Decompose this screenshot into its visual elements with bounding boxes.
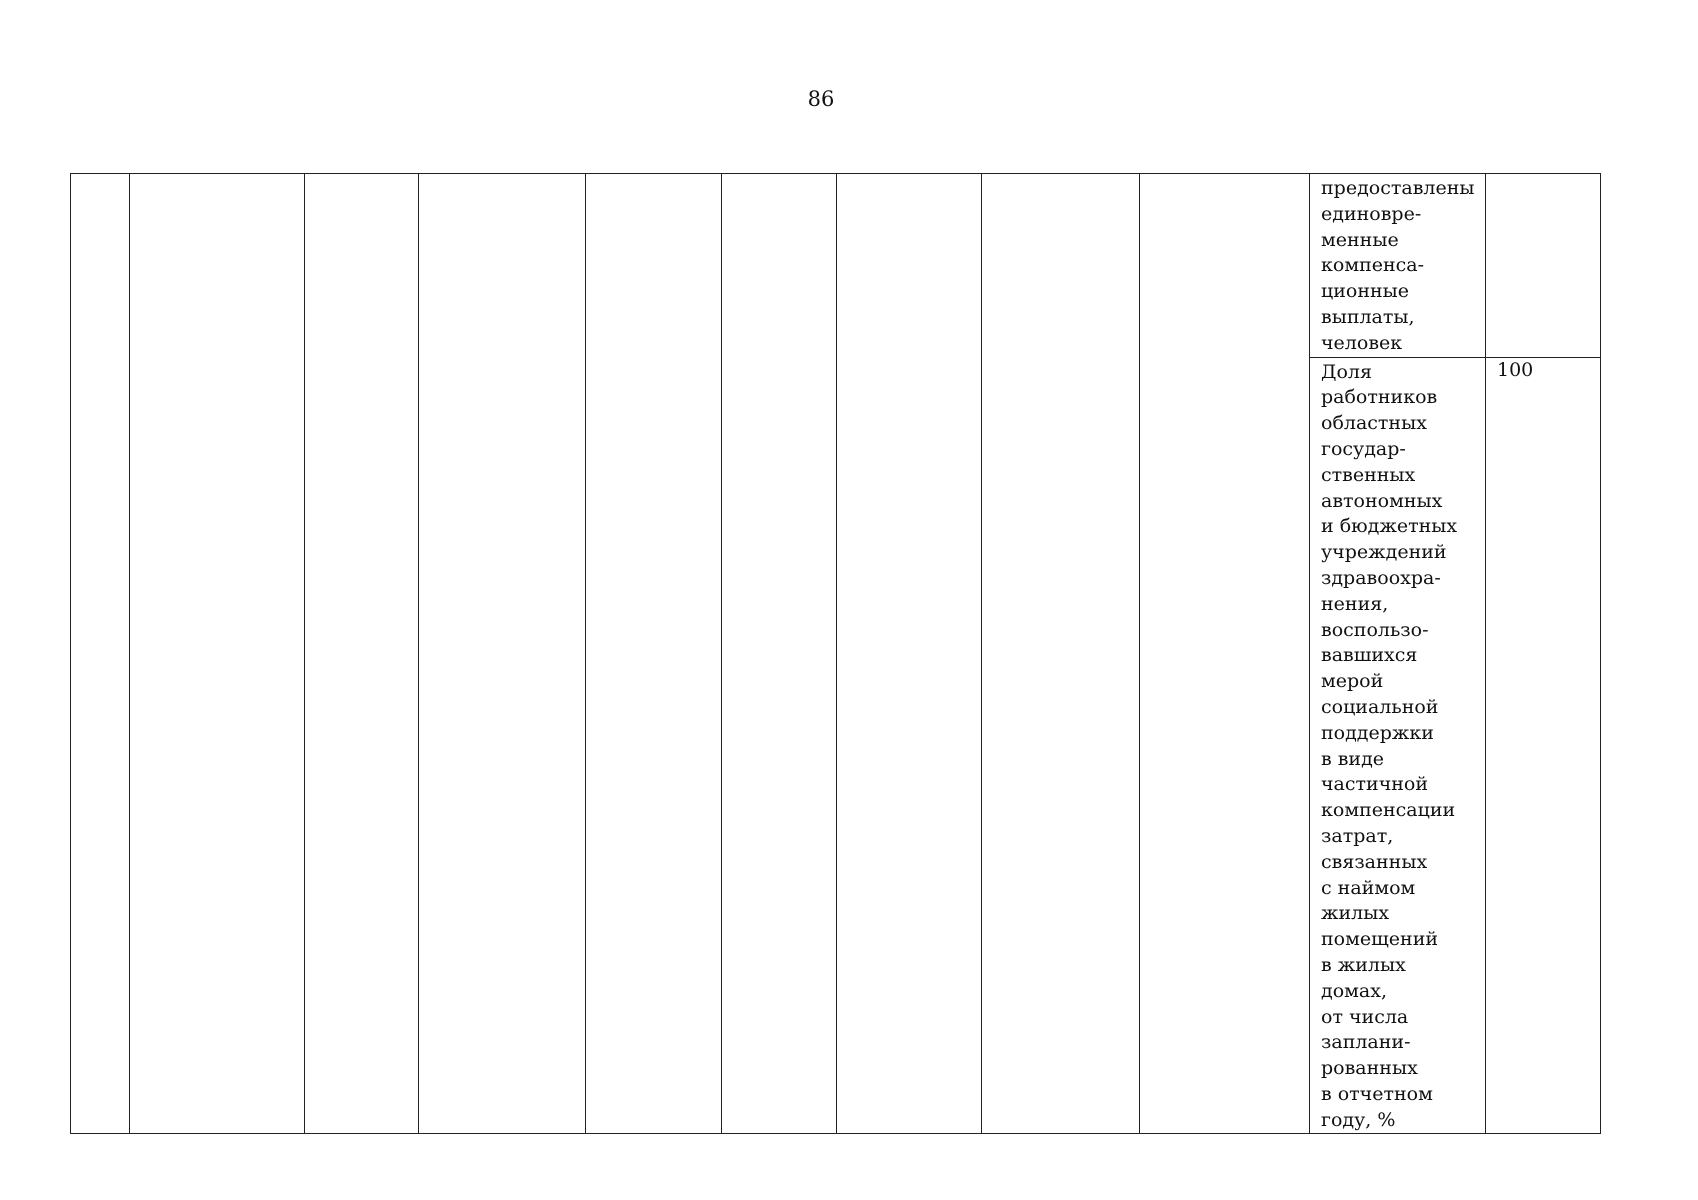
table-cell-empty xyxy=(982,174,1140,1134)
indicator-cell xyxy=(1310,174,1486,358)
indicator-cell xyxy=(1310,357,1486,1134)
table-cell-empty xyxy=(130,174,305,1134)
table-cell-empty xyxy=(1140,174,1310,1134)
data-table xyxy=(70,173,1601,1134)
table-cell-empty xyxy=(419,174,586,1134)
value-cell xyxy=(1486,357,1601,1134)
table-cell-empty xyxy=(71,174,130,1134)
table-cell-empty xyxy=(586,174,722,1134)
table-cell-empty xyxy=(722,174,837,1134)
value-text: 100 xyxy=(1497,358,1534,381)
value-cell xyxy=(1486,174,1601,358)
table-cell-empty xyxy=(837,174,982,1134)
table-cell-empty xyxy=(305,174,419,1134)
indicator-text: предоставлены единовре- менные компенса- ционные выплаты, человек xyxy=(1321,177,1475,354)
page-number: 86 xyxy=(807,87,835,111)
table-row xyxy=(71,174,1601,358)
indicator-text: Доля работников областных государ- ственных автономных и бюджетных учреждений здравоохра- нения, воспользо- вавшихся мерой социальной поддержки в виде частичной компенсации затрат, связанных с наймом жилых помещений в жилых домах, от числа заплани- рованных в отчетном году, % xyxy=(1321,360,1458,1131)
